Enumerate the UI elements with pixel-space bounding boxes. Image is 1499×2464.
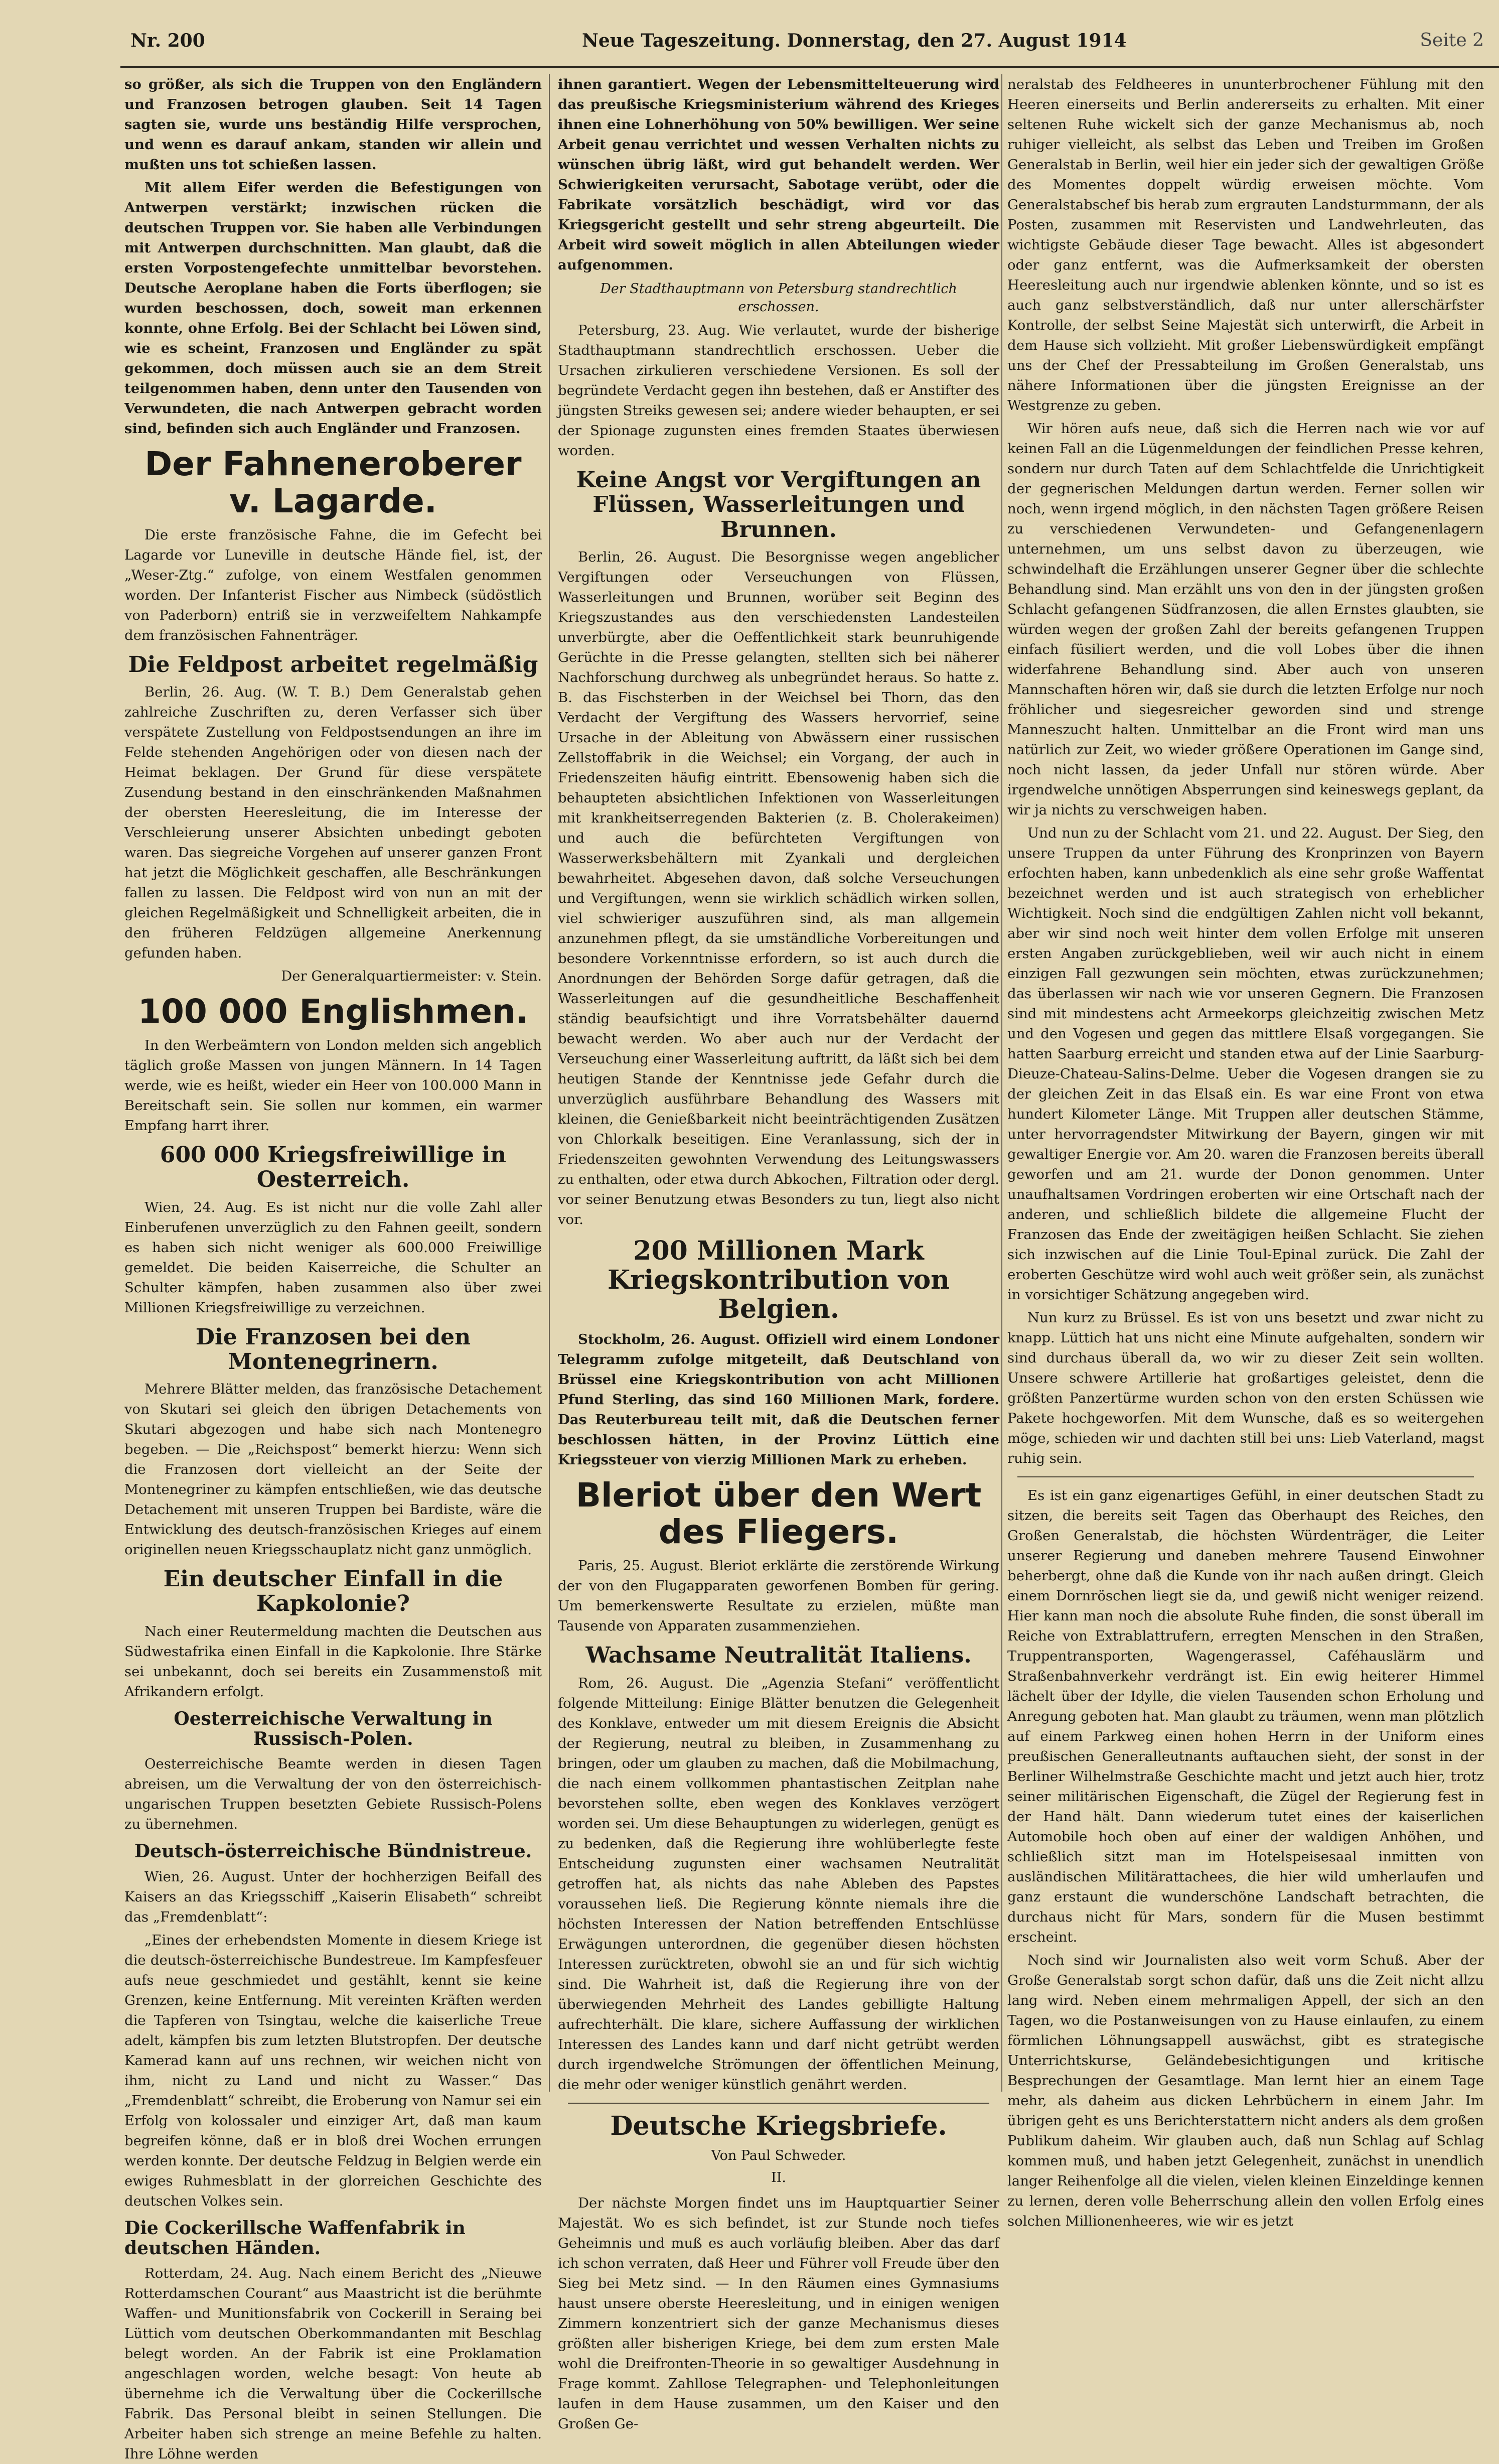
column-2: [558, 74, 999, 2432]
headline-stadthauptmann: Der Stadthauptmann von Petersburg standrechtlich erschossen.: [600, 281, 957, 315]
article-paragraph: In den Werbeämtern von London melden sich angeblich täglich große Massen von jungen Männern. In 14 Tagen werde, wie es heißt, wieder ein Heer von 100.000 Mann in Bereitschaft sein. Sie sollen nur kommen, ein warmer Empfang harrt ihrer.: [124, 1037, 542, 1134]
article-paragraph: Die erste französische Fahne, die im Gefecht bei Lagarde vor Luneville in deutsche Hände fiel, ist, der „Weser-Ztg.“ zufolge, von einem Westfalen genommen worden. Der Infanterist Fischer aus Nimbeck (südöstlich von Paderborn) entriß sie in verzweifeltem Nahkampfe dem französischen Fahnenträger.: [124, 526, 542, 643]
column-1: [124, 74, 542, 2462]
column-divider: [1001, 74, 1002, 2092]
column-3: [1007, 74, 1484, 2229]
article-paragraph: Nun kurz zu Brüssel. Es ist von uns besetzt und zwar nicht zu knapp. Lüttich hat uns nicht eine Minute aufgehalten, sondern wir sind durchaus überall da, wo wir zu dieser Zeit sein wollten. Unsere schwere Artillerie hat großartiges geleistet, denn die größten Panzertürme wurden schon von den ersten Schüssen wie Pakete hochgeworfen. Mit dem Wunsche, daß es so weitergehen möge, schieden wir und dachten still bei uns: Lieb Vaterland, magst ruhig sein.: [1007, 1310, 1484, 1466]
article-paragraph: Oesterreichische Beamte werden in diesen Tagen abreisen, um die Verwaltung der von den österreichisch-ungarischen Truppen besetzten Gebiete Russisch-Polens zu übernehmen.: [124, 1756, 542, 1833]
author-byline: Von Paul Schweder.: [711, 2147, 846, 2163]
headline-kriegsbriefe: Deutsche Kriegsbriefe.: [610, 2110, 947, 2141]
page-number: Seite 2: [1420, 30, 1484, 51]
signature: Der Generalquartiermeister: v. Stein.: [281, 968, 542, 985]
article-continuation: so größer, als sich die Truppen von den Engländern und Franzosen betrogen glauben. Seit 14 Tagen sagten sie, wurde uns beständig Hilfe versprochen, und wenn es darauf ankam, standen wir allein und mußten uns tot schießen lassen.: [124, 76, 542, 173]
article-paragraph: Petersburg, 23. Aug. Wie verlautet, wurde der bisherige Stadthauptmann standrechtlich erschossen. Ueber die Ursachen zirkulieren verschiedene Versionen. Es soll der begründete Verdacht gegen ihn bestehen, daß er Anstifter des jüngsten Streiks gewesen sei; andere wieder behaupten, er sei der Spionage zugunsten eines fremden Staates überwiesen worden.: [558, 322, 999, 459]
headline-montenegriner: Die Franzosen bei den Montenegrinern.: [195, 1324, 471, 1375]
headline-russisch-polen: Oesterreichische Verwaltung in Russisch-Polen.: [174, 1708, 493, 1749]
headline-englishmen: 100 000 Englishmen.: [138, 992, 528, 1031]
article-paragraph: Rom, 26. August. Die „Agenzia Stefani“ veröffentlicht folgende Mitteilung: Einige Blätter benutzen die Gelegenheit des Konklave, entweder um mit diesem Ereignis die Absicht der Regierung, neutral zu bleiben, in Zusammenhang zu bringen, oder um glauben zu machen, daß die Mobilmachung, die nach einem vollkommen phantastischen Zeitplan nahe bevorstehen sollte, eben wegen des Konklaves verzögert worden sei. Um diese Behauptungen zu widerlegen, genügt es zu bedenken, daß die Regierung ihre wohlüberlegte feste Entscheidung zugunsten einer wachsamen Neutralität getroffen hat, als nichts das nahe Ableben des Papstes voraussehen ließ. Die Regierung könnte niemals ihre die höchsten Interessen der Nation betreffenden Entschlüsse Erwägungen unterordnen, die gegenüber diesen höchsten Interessen zurücktreten, obwohl sie an und für sich wichtig sind. Die Wahrheit ist, daß die Regierung ihre von der überwiegenden Mehrheit des Landes gebilligte Haltung aufrechterhält. Die klare, sichere Auffassung der wirklichen Interessen des Landes kann und darf nicht getrübt werden durch irgendwelche Strömungen der öffentlichen Meinung, die mehr oder weniger künstlich genährt werden.: [558, 1675, 999, 2093]
headline-kriegsfreiwillige: 600 000 Kriegsfreiwillige in Oesterreich.: [160, 1142, 507, 1193]
article-paragraph: Mehrere Blätter melden, das französische Detachement von Skutari sei gleich den übrigen Detachements von Skutari abgezogen und habe sich nach Montenegro begeben. — Die „Reichspost“ bemerkt hierzu: Wenn sich die Franzosen dort vielleicht an der Seite der Montenegriner zu kämpfen entschließen, wie das deutsche Detachement mit unseren Truppen bei Bardiste, wäre die Entwicklung des deutsch-französischen Krieges auf einem originellen neuen Kriegsschauplatz nicht ganz unmöglich.: [124, 1381, 542, 1558]
article-paragraph: Der nächste Morgen findet uns im Hauptquartier Seiner Majestät. Wo es sich befindet, ist zur Stunde noch tiefes Geheimnis und muß es auch vorläufig bleiben. Aber das darf ich schon verraten, daß Heer und Führer voll Freude über den Sieg bei Metz sind. — In den Räumen eines Gymnasiums haust unsere oberste Heeresleitung, und in einigen wenigen Zimmern konzentriert sich der ganze Mechanismus dieses größten aller bisherigen Kriege, bei dem zum ersten Male wohl die Dreifronten-Theorie in so gewaltiger Ausdehnung in Frage kommt. Zahllose Telegraphen- und Telephonleitungen laufen in dem Hause zusammen, um den Kaiser und den Großen Ge-: [558, 2195, 999, 2432]
headline-cockerill: Die Cockerillsche Waffenfabrik in deutschen Händen.: [124, 2217, 466, 2259]
article-paragraph: Mit allem Eifer werden die Befestigungen von Antwerpen verstärkt; inzwischen rücken die deutschen Truppen vor. Sie haben alle Verbindungen mit Antwerpen durchschnitten. Man glaubt, daß die ersten Vorpostengefechte unmittelbar bevorstehen. Deutsche Aeroplane haben die Forts überflogen; sie wurden beschossen, doch, soweit man erkennen konnte, ohne Erfolg. Bei der Schlacht bei Löwen sind, wie es scheint, Franzosen und Engländer zu spät gekommen, doch müssen auch sie an dem Streit teilgenommen haben, denn unter den Tausenden von Verwundeten, die nach Antwerpen gebracht worden sind, befinden sich auch Engländer und Franzosen.: [124, 180, 542, 437]
headline-fahneneroberer: Der Fahneneroberer v. Lagarde.: [144, 445, 522, 520]
article-paragraph: Stockholm, 26. August. Offiziell wird einem Londoner Telegramm zufolge mitgeteilt, daß Deutschland von Brüssel eine Kriegskontribution von acht Millionen Pfund Sterling, das sind 160 Millionen Mark, fordere. Das Reuterbureau teilt mit, daß die Deutschen ferner beschlossen hätten, in der Provinz Lüttich eine Kriegssteuer von vierzig Millionen Mark zu erheben.: [558, 1331, 999, 1468]
article-paragraph: Wir hören aufs neue, daß sich die Herren nach wie vor auf keinen Fall an die Lügenmeldungen der feindlichen Presse kehren, sondern nur durch Taten auf dem Schlachtfelde die Unrichtigkeit der gegnerischen Meldungen dartun werden. Ferner sollen wir noch, wenn irgend möglich, in den nächsten Tagen größere Reisen zu verschiedenen Verwundeten- und Gefangenenlagern unternehmen, um uns selbst davon zu überzeugen, wie schwindelhaft die Erzählungen unserer Gegner über die schlechte Behandlung sind. Man erzählt uns von den in der jüngsten großen Schlacht gefangenen Südfranzosen, die allen Ernstes glaubten, sie würden wegen der großen Zahl der bereits gefangenen Truppen einfach füsiliert werden, und die voll Lobes über die ihnen widerfahrene Behandlung sind. Aber auch von unseren Mannschaften hören wir, daß sie durch die letzten Erfolge nur noch fröhlicher und siegesreicher geworden sind und strenge Manneszucht halten. Unmittelbar an die Front wird man uns natürlich zur Zeit, wo wieder größere Operationen im Gange sind, noch nicht lassen, da jeder Unfall nur stören würde. Aber irgendwelche unnötigen Absperrungen sind keineswegs geplant, da wir ja nichts zu verschweigen haben.: [1007, 421, 1484, 818]
article-paragraph: Rotterdam, 24. Aug. Nach einem Bericht des „Nieuwe Rotterdamschen Courant“ aus Maastricht ist die berühmte Waffen- und Munitionsfabrik von Cockerill in Seraing bei Lüttich vom deutschen Oberkommandanten mit Beschlag belegt worden. An der Fabrik ist eine Proklamation angeschlagen worden, welche besagt: Von heute ab übernehme ich die Verwaltung über die Cockerillsche Fabrik. Das Personal bleibt in seinen Stellungen. Die Arbeiter haben sich strenge an meine Befehle zu halten. Ihre Löhne werden: [124, 2265, 542, 2462]
article-paragraph: „Eines der erhebendsten Momente in diesem Kriege ist die deutsch-österreichische Bundestreue. Im Kampfesfeuer aufs neue geschmiedet und gestählt, kennt sie keine Grenzen, keine Entfernung. Mit vereinten Kräften werden die Tapferen von Tsingtau, welche die kaiserliche Treue adelt, kämpfen bis zum letzten Blutstropfen. Der deutsche Kamerad kann auf uns rechnen, wir weichen nicht von ihm, nicht zu Land und nicht zu Wasser.“ Das „Fremdenblatt“ schreibt, die Eroberung von Namur sei ein Erfolg von kolossaler und einziger Art, daß man kaum begreifen könne, daß er in bloß drei Wochen errungen werden konnte. Der deutsche Feldzug in Belgien werde ein ewiges Ruhmesblatt in der glorreichen Geschichte des deutschen Volkes sein.: [124, 1932, 542, 2209]
article-paragraph: Paris, 25. August. Bleriot erklärte die zerstörende Wirkung der von den Flugapparaten geworfenen Bomben für gering. Um bemerkenswerte Resultate zu erzielen, müßte man Tausende von Apparaten zusammenziehen.: [558, 1558, 999, 1634]
headline-kapkolonie: Ein deutscher Einfall in die Kapkolonie?: [163, 1566, 503, 1617]
section-rule: [1017, 1476, 1474, 1477]
article-paragraph: Es ist ein ganz eigenartiges Gefühl, in einer deutschen Stadt zu sitzen, die bereits seit Tagen das Oberhaupt des Reiches, den Großen Generalstab, die höchsten Würdenträger, die Leiter unserer Regierung und daneben mehrere Tausend Einwohner beherbergt, ohne daß die Kunde von ihr nach außen dringt. Gleich einem Dornröschen liegt sie da, und gewiß nicht weniger reizend. Hier kann man noch die absolute Ruhe finden, die sonst überall im Reiche von Extrablattrufern, erregten Menschen in den Straßen, Truppentransporten, Wagengerassel, Caféhauslärm und Straßenbahnverkehr verdrängt ist. Ein ewig heiterer Himmel lächelt über der Idylle, die vielen Tausenden schon Erholung und Anregung geboten hat. Man glaubt zu träumen, wenn man plötzlich auf einem Parkweg einen hohen Herrn in der Uniform eines preußischen Generalleutnants auftauchen sieht, der sonst in der Berliner Wilhelmstraße Geschichte macht und jetzt auch hier, trotz seiner militärischen Eigenschaft, die Zügel der Regierung fest in der Hand hält. Dann wiederum tutet eines der kaiserlichen Automobile hoch oben auf einer der waldigen Anhöhen, und schließlich sitzt man im Hotelspeisesaal inmitten von ausländischen Militärattachees, die hier wild umherlaufen und ganz erstaunt die wunderschöne Landschaft betrachten, die durchaus nicht für Mars, sondern für die Musen bestimmt erscheint.: [1007, 1487, 1484, 1945]
article-continuation: ihnen garantiert. Wegen der Lebensmittelteuerung wird das preußische Kriegsministerium während des Krieges ihnen eine Lohnerhöhung von 50% bewilligen. Wer seine Arbeit genau verrichtet und wessen Verhalten nichts zu wünschen übrig läßt, wird gut behandelt werden. Wer Schwierigkeiten verursacht, Sabotage verübt, oder die Fabrikate vorsätzlich beschädigt, wird vor das Kriegsgericht gestellt und sehr streng abgeurteilt. Die Arbeit wird soweit möglich in allen Abteilungen wieder aufgenommen.: [558, 76, 999, 273]
column-divider: [549, 74, 550, 2092]
article-paragraph: Noch sind wir Journalisten also weit vorm Schuß. Aber der Große Generalstab sorgt schon dafür, daß uns die Zeit nicht allzu lang wird. Neben einem mehrmaligen Appell, der sich an den Tagen, wo die Postanweisungen von zu Hause einlaufen, zu einem förmlichen Löhnungsappell auswächst, gibt es strategische Unterrichtskurse, Geländebesichtigungen und kritische Besprechungen der Gesamtlage. Man lernt hier an einem Tage mehr, als daheim aus dicken Lehrbüchern in einem Jahr. Im übrigen geht es uns Berichterstattern nicht anders als dem großen Publikum daheim. Wir glauben auch, daß nun Schlag auf Schlag kommen muß, und haben jetzt Gelegenheit, zunächst in unendlich langer Reihenfolge all die vielen, vielen kleinen Einzeldinge kennen zu lernen, deren volle Beherrschung allein den vollen Erfolg eines solchen Millionenheeres, wie wir es jetzt: [1007, 1952, 1484, 2229]
article-paragraph: Berlin, 26. August. Die Besorgnisse wegen angeblicher Vergiftungen oder Verseuchungen von Flüssen, Wasserleitungen und Brunnen, worüber seit Beginn des Kriegszustandes aus den verschiedensten Landesteilen unverbürgte, aber die Oeffentlichkeit stark beunruhigende Gerüchte in die Presse gelangten, stellten sich bei näherer Nachforschung durchweg als unbegründet heraus. So hatte z. B. das Fischsterben in der Weichsel bei Thorn, das den Verdacht der Vergiftung des Wassers hervorrief, seine Ursache in der Ableitung von Abwässern einer russischen Zellstoffabrik in die Weichsel; ein Vorgang, der auch in Friedenszeiten häufig eintritt. Ebensowenig haben sich die behaupteten absichtlichen Infektionen von Wasserleitungen mit krankheitserregenden Bakterien (z. B. Cholerakeimen) und auch die befürchteten Vergiftungen von Wasserwerksbehältern mit Zyankali und dergleichen bewahrheitet. Abgesehen davon, daß solche Verseuchungen und Vergiftungen, wenn sie wirklich schädlich wirken sollen, viel schwieriger auszuführen sind, als man allgemein anzunehmen pflegt, da sie umständliche Vorbereitungen und besondere Vorkenntnisse erfordern, so ist auch durch die Anordnungen der Behörden Sorge dafür getragen, daß die Wasserleitungen auf die gesundheitliche Beschaffenheit ständig beaufsichtigt und ihre Vorratsbehälter dauernd bewacht werden. Wo aber auch nur der Verdacht der Verseuchung einer Wasserleitung auftritt, da läßt sich bei dem heutigen Stande der Kenntnisse jede Gefahr durch die unverzüglich ausführbare Behandlung des Wassers mit kleinen, die Genießbarkeit nicht beeinträchtigenden Zusätzen von Chlorkalk beseitigen. Eine Veranlassung, sich der in Friedenszeiten gewohnten Verwendung des Leitungswassers zu enthalten, oder etwa durch Abkochen, Filtration oder dergl. vor seiner Benutzung etwas Besonders zu tun, liegt also nicht vor.: [558, 549, 999, 1227]
article-paragraph: Wien, 24. Aug. Es ist nicht nur die volle Zahl aller Einberufenen unverzüglich zu den Fahnen geeilt, sondern es haben sich nicht weniger als 600.000 Freiwillige gemeldet. Die beiden Kaiserreiche, die Schulter an Schulter kämpfen, haben zusammen also über zwei Millionen Kriegsfreiwillige zu verzeichnen.: [124, 1199, 542, 1316]
article-paragraph: Und nun zu der Schlacht vom 21. und 22. August. Der Sieg, den unsere Truppen da unter Führung des Kronprinzen von Bayern erfochten haben, kann unbedenklich als eine sehr große Waffentat bezeichnet werden und ist auch strategisch von erheblicher Wichtigkeit. Noch sind die endgültigen Zahlen nicht voll bekannt, aber wir sind noch weit hinter dem vollen Erfolge mit unseren ersten Angaben zurückgeblieben, weil wir auch nicht in einem einzigen Fall gezwungen sein möchten, etwas zurückzunehmen; das überlassen wir nach wie vor unseren Gegnern. Die Franzosen sind mit mindestens acht Armeekorps gleichzeitig zwischen Metz und den Vogesen und gegen das mittlere Elsaß vorgegangen. Sie hatten Saarburg erreicht und standen etwa auf der Linie Saarburg-Dieuze-Chateau-Salins-Delme. Ueber die Vogesen drangen sie zu der gleichen Zeit in das Elsaß ein. Es war eine Front von etwa hundert Kilometer Länge. Mit Truppen aller deutschen Stämme, unter hervorragendster Mitwirkung der Bayern, gingen wir mit gewaltiger Energie vor. Am 20. waren die Franzosen bereits überall geworfen und am 21. wurde der Donon genommen. Unter unaufhaltsamen Vordringen eroberten wir eine Ortschaft nach der anderen, und schließlich bildete die allgemeine Flucht der Franzosen das Ende der zweitägigen heißen Schlacht. Sie ziehen sich inzwischen auf die Linie Toul-Epinal zurück. Die Zahl der eroberten Geschütze wird wohl auch weit größer sein, als zunächst in vorsichtiger Schätzung angegeben wird.: [1007, 825, 1484, 1303]
issue-number: Nr. 200: [130, 30, 205, 51]
masthead-rule: [120, 66, 1499, 68]
article-paragraph: Berlin, 26. Aug. (W. T. B.) Dem Generalstab gehen zahlreiche Zuschriften zu, deren Verfasser sich über verspätete Zustellung von Feldpostsendungen an ihre im Felde stehenden Angehörigen oder von diesen nach der Heimat beklagen. Der Grund für diese verspätete Zusendung bestand in den einschränkenden Maßnahmen der obersten Heeresleitung, die im Interesse der Verschleierung unserer Absichten unbedingt geboten waren. Das siegreiche Vorgehen auf unserer ganzen Front hat jetzt die Möglichkeit geschaffen, alle Beschränkungen fallen zu lassen. Die Feldpost wird von nun an mit der gleichen Regelmäßigkeit und Schnelligkeit arbeiten, die in den früheren Feldzügen allgemeine Anerkennung gefunden haben.: [124, 684, 542, 962]
headline-vergiftungen: Keine Angst vor Vergiftungen an Flüssen, Wasserleitungen und Brunnen.: [576, 467, 981, 542]
article-continuation: neralstab des Feldheeres in ununterbrochener Fühlung mit den Heeren einerseits und Berlin andererseits zu erhalten. Mit einer seltenen Ruhe wickelt sich der ganze Mechanismus ab, noch ruhiger vielleicht, als selbst das Leben und Treiben im Großen Generalstab in Berlin, weil hier ein jeder sich der gewaltigen Größe des Momentes doppelt würdig erweisen möchte. Vom Generalstabschef bis herab zum ergrauten Landsturmmann, der als Posten, zusammen mit Reservisten und Landwehrleuten, das wichtigste Gebäude dieser Tage bewacht. Alles ist abgesondert oder ganz entfernt, was die Aufmerksamkeit der obersten Heeresleitung auch nur irgendwie ablenken könnte, und so ist es auch ganz selbstverständlich, daß nur unter allerschärfster Kontrolle, der selbst Seine Majestät sich unterwirft, die Arbeit in dem Hause sich vollzieht. Mit großer Liebenswürdigkeit empfängt uns der Chef der Pressabteilung im Großen Generalstab, uns nähere Informationen über die jüngsten Ereignisse an der Westgrenze zu geben.: [1007, 76, 1484, 414]
masthead-title: Neue Tageszeitung. Donnerstag, den 27. August 1914: [582, 30, 1127, 51]
part-number: II.: [771, 2169, 786, 2185]
section-rule: [568, 2103, 989, 2104]
headline-feldpost: Die Feldpost arbeitet regelmäßig: [128, 651, 538, 677]
article-paragraph: Wien, 26. August. Unter der hochherzigen Beifall des Kaisers an das Kriegsschiff „Kaiserin Elisabeth“ schreibt das „Fremdenblatt“:: [124, 1868, 542, 1925]
headline-bleriot: Bleriot über den Wert des Fliegers.: [575, 1475, 982, 1552]
headline-kriegskontribution: 200 Millionen Mark Kriegskontribution von Belgien.: [608, 1235, 950, 1325]
article-paragraph: Nach einer Reutermeldung machten die Deutschen aus Südwestafrika einen Einfall in die Kapkolonie. Ihre Stärke sei unbekannt, doch sei bereits ein Zusammenstoß mit Afrikandern erfolgt.: [124, 1623, 542, 1700]
headline-buendnistreue: Deutsch-österreichische Bündnistreue.: [134, 1841, 532, 1862]
headline-neutralitaet: Wachsame Neutralität Italiens.: [585, 1642, 972, 1669]
